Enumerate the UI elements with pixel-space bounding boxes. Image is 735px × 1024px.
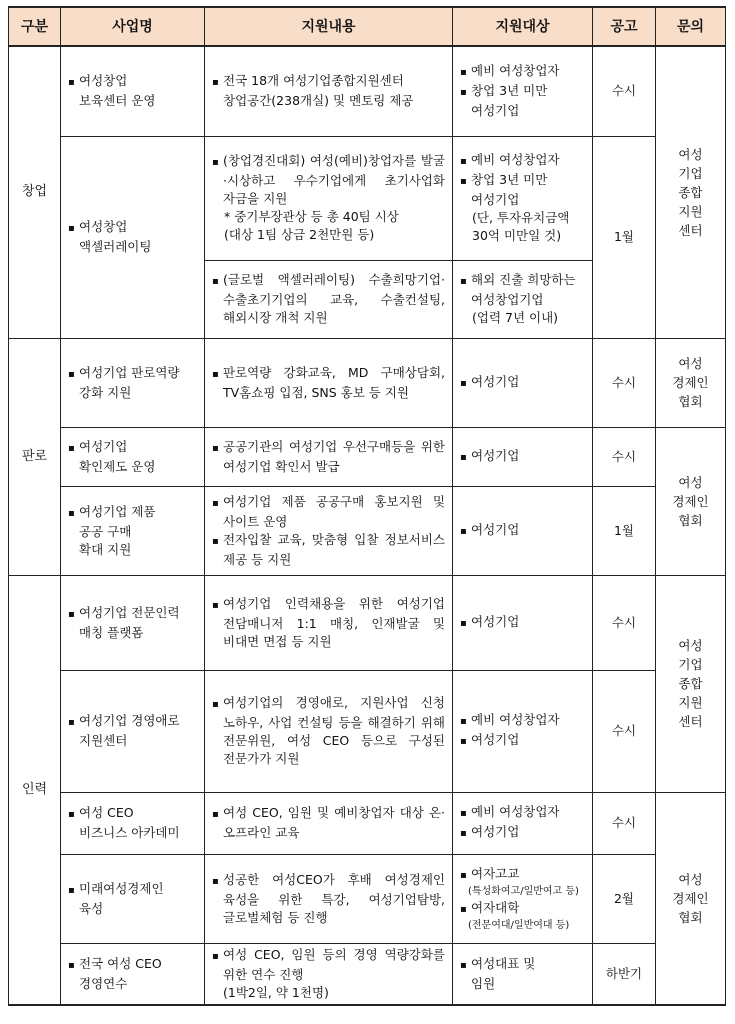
target-cell bbox=[453, 486, 593, 575]
notice-cell: 수시 bbox=[593, 792, 656, 854]
target-item: ▪ 여자대학 bbox=[460, 899, 585, 919]
notice-cell: 1월 bbox=[593, 486, 656, 575]
content-item: ▪ 여성기업의 경영애로, 지원사업 신청 노하우, 사업 컨설팅 등을 해결하기 위해 전문위원, 여성 CEO 등으로 구성된 전문가가 지원 bbox=[212, 694, 445, 768]
program-name: ▪ 미래여성경제인 육성 bbox=[68, 880, 197, 918]
target-item: ▪ 여성기업 bbox=[460, 731, 585, 751]
content-cell bbox=[205, 46, 453, 136]
target-note: (단, 투자유치금액 30억 미만일 것) bbox=[472, 210, 570, 243]
target-note: (특성화여고/일반여고 등) bbox=[468, 885, 579, 897]
program-name: ▪ 여성기업 전문인력 매칭 플랫폼 bbox=[68, 604, 197, 642]
content-cell bbox=[205, 427, 453, 486]
program-name: ▪ 여성기업 제품 공공 구매 확대 지원 bbox=[68, 503, 197, 559]
target-item: ▪ 예비 여성창업자 bbox=[460, 151, 585, 171]
target-item: ▪ 예비 여성창업자 bbox=[460, 711, 585, 731]
target-item: ▪ 예비 여성창업자 bbox=[460, 803, 585, 823]
target-item: ▪ 여성대표 및 임원 bbox=[460, 955, 585, 993]
inquiry-women-business-association: 여성 경제인 협회 bbox=[656, 427, 726, 575]
program-name: ▪ 여성기업 확인제도 운영 bbox=[68, 438, 197, 476]
content-cell bbox=[205, 943, 453, 1005]
program-name-cell bbox=[61, 46, 205, 136]
content-cell bbox=[205, 854, 453, 943]
program-name: ▪ 전국 여성 CEO 경영연수 bbox=[68, 955, 197, 993]
notice-cell: 수시 bbox=[593, 575, 656, 670]
program-name: ▪ 여성기업 판로역량 강화 지원 bbox=[68, 364, 197, 402]
header-inquiry: 문의 bbox=[656, 7, 726, 46]
program-name-cell bbox=[61, 486, 205, 575]
table-row bbox=[9, 575, 726, 670]
table-row bbox=[9, 136, 726, 260]
content-cell bbox=[205, 792, 453, 854]
table-row bbox=[9, 486, 726, 575]
content-item: ▪ 여성 CEO, 임원 등의 경영 역량강화를 위한 연수 진행 (1박2일, 약 1천명) bbox=[212, 946, 445, 1002]
content-item: ▪ 판로역량 강화교육, MD 구매상담회, TV홈쇼핑 입점, SNS 홍보 등 지원 bbox=[212, 364, 445, 402]
target-item: ▪ 여자고교 bbox=[460, 865, 585, 885]
program-name-cell bbox=[61, 338, 205, 427]
program-name: ▪ 여성창업 액셀러레이팅 bbox=[68, 218, 197, 256]
notice-cell: 수시 bbox=[593, 46, 656, 136]
target-item: ▪ 여성기업 bbox=[460, 823, 585, 843]
program-name-cell bbox=[61, 943, 205, 1005]
target-cell bbox=[453, 260, 593, 338]
notice-cell: 수시 bbox=[593, 670, 656, 792]
program-name-cell bbox=[61, 427, 205, 486]
inquiry-women-business-association: 여성 경제인 협회 bbox=[656, 338, 726, 427]
target-note: (업력 7년 이내) bbox=[472, 310, 559, 325]
content-cell bbox=[205, 670, 453, 792]
content-item: ▪ 전국 18개 여성기업종합지원센터 창업공간(238개실) 및 멘토링 제공 bbox=[212, 72, 445, 110]
target-item: ▪ 해외 진출 희망하는 여성창업기업 bbox=[460, 271, 585, 309]
table-row bbox=[9, 943, 726, 1005]
inquiry-women-enterprise-center: 여성 기업 종합 지원 센터 bbox=[656, 46, 726, 338]
notice-cell: 하반기 bbox=[593, 943, 656, 1005]
inquiry-women-enterprise-center: 여성 기업 종합 지원 센터 bbox=[656, 575, 726, 792]
program-name-cell bbox=[61, 792, 205, 854]
program-name-cell bbox=[61, 854, 205, 943]
content-item: ▪ 전자입찰 교육, 맞춤형 입찰 정보서비스 제공 등 지원 bbox=[212, 531, 445, 569]
content-item: ▪ 공공기관의 여성기업 우선구매등을 위한 여성기업 확인서 발급 bbox=[212, 438, 445, 476]
content-cell bbox=[205, 575, 453, 670]
program-name-cell bbox=[61, 575, 205, 670]
category-talent: 인력 bbox=[9, 575, 61, 1005]
table-row bbox=[9, 338, 726, 427]
content-item: ▪ 여성기업 제품 공공구매 홍보지원 및 사이트 운영 bbox=[212, 493, 445, 531]
notice-cell: 1월 bbox=[593, 136, 656, 338]
target-item: ▪ 여성기업 bbox=[460, 613, 585, 633]
content-cell bbox=[205, 338, 453, 427]
table-row bbox=[9, 792, 726, 854]
program-name-cell bbox=[61, 136, 205, 338]
program-name: ▪ 여성 CEO 비즈니스 아카데미 bbox=[68, 804, 197, 842]
inquiry-women-business-association: 여성 경제인 협회 bbox=[656, 792, 726, 1005]
program-name: ▪ 여성창업 보육센터 운영 bbox=[68, 72, 197, 110]
target-item: ▪ 창업 3년 미만 여성기업 bbox=[460, 171, 585, 209]
support-program-table bbox=[8, 6, 726, 1006]
content-item: ▪ 성공한 여성CEO가 후배 여성경제인 육성을 위한 특강, 여성기업탐방, 글로벌체험 등 진행 bbox=[212, 871, 445, 927]
target-cell bbox=[453, 427, 593, 486]
category-market: 판로 bbox=[9, 338, 61, 575]
target-cell bbox=[453, 46, 593, 136]
target-cell bbox=[453, 792, 593, 854]
table-row bbox=[9, 670, 726, 792]
notice-cell: 2월 bbox=[593, 854, 656, 943]
category-startup: 창업 bbox=[9, 46, 61, 338]
target-item: ▪ 여성기업 bbox=[460, 373, 585, 393]
content-cell bbox=[205, 486, 453, 575]
content-cell bbox=[205, 260, 453, 338]
target-cell bbox=[453, 670, 593, 792]
content-item: ▪ (글로벌 액셀러레이팅) 수출희망기업·수출초기기업의 교육, 수출컨설팅, 해외시장 개척 지원 bbox=[212, 271, 445, 327]
header-support-content: 지원내용 bbox=[205, 7, 453, 46]
table-row bbox=[9, 854, 726, 943]
notice-cell: 수시 bbox=[593, 338, 656, 427]
content-item: ▪ 여성기업 인력채용을 위한 여성기업 전담매니저 1:1 매칭, 인재발굴 및 비대면 면접 등 지원 bbox=[212, 595, 445, 651]
target-cell bbox=[453, 338, 593, 427]
content-cell bbox=[205, 136, 453, 260]
content-item: ▪ (창업경진대회) 여성(예비)창업자를 발굴·시상하고 우수기업에게 초기사업화 자금을 지원 bbox=[212, 152, 445, 208]
content-item: ▪ 여성 CEO, 임원 및 예비창업자 대상 온·오프라인 교육 bbox=[212, 804, 445, 842]
table-row bbox=[9, 46, 726, 136]
target-item: ▪ 여성기업 bbox=[460, 447, 585, 467]
header-category: 구분 bbox=[9, 7, 61, 46]
target-cell bbox=[453, 136, 593, 260]
header-program-name: 사업명 bbox=[61, 7, 205, 46]
target-item: ▪ 창업 3년 미만 여성기업 bbox=[460, 82, 585, 120]
support-program-table-wrapper bbox=[8, 6, 726, 1006]
target-cell bbox=[453, 943, 593, 1005]
header-target: 지원대상 bbox=[453, 7, 593, 46]
target-cell bbox=[453, 575, 593, 670]
header-row bbox=[9, 7, 726, 46]
target-item: ▪ 예비 여성창업자 bbox=[460, 62, 585, 82]
notice-cell: 수시 bbox=[593, 427, 656, 486]
program-name: ▪ 여성기업 경영애로 지원센터 bbox=[68, 712, 197, 750]
target-note: (전문여대/일반여대 등) bbox=[468, 919, 570, 931]
content-note: * 중기부장관상 등 총 40팀 시상 (대상 1팀 상금 2천만원 등) bbox=[224, 209, 399, 242]
program-name-cell bbox=[61, 670, 205, 792]
target-cell bbox=[453, 854, 593, 943]
header-notice: 공고 bbox=[593, 7, 656, 46]
table-row bbox=[9, 427, 726, 486]
target-item: ▪ 여성기업 bbox=[460, 521, 585, 541]
